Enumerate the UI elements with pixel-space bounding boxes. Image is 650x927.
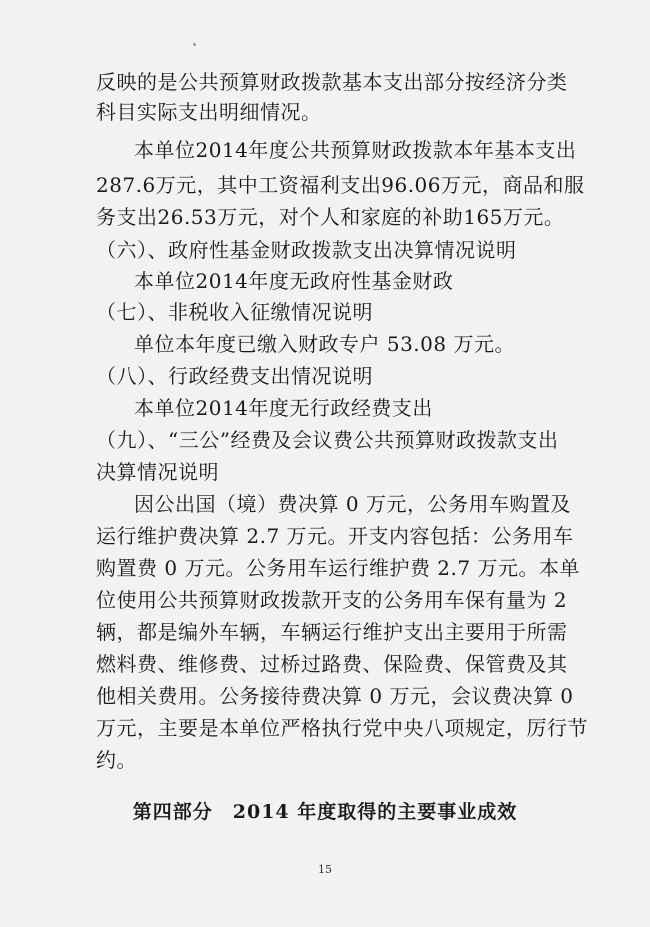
- text-line: 务支出26.53万元，对个人和家庭的补助165万元。: [96, 205, 565, 229]
- text-line: 约。: [96, 748, 137, 772]
- text-line: 他相关费用。公务接待费决算 0 万元，会议费决算 0: [96, 684, 574, 708]
- text-line: 因公出国（境）费决算 0 万元，公务用车购置及: [134, 492, 571, 516]
- section-subheading: （九）、“三公”经费及会议费公共预算财政拨款支出: [96, 428, 559, 452]
- text-line: 运行维护费决算 2.7 万元。开支内容包括：公务用车: [96, 524, 574, 548]
- text-line: 单位本年度已缴入财政专户 53.08 万元。: [134, 332, 515, 356]
- section-subheading: （七）、非税收入征缴情况说明: [96, 300, 373, 324]
- section-subheading: 决算情况说明: [96, 460, 219, 484]
- text-line: 本单位2014年度无政府性基金财政: [134, 269, 454, 293]
- text-line: 287.6万元，其中工资福利支出96.06万元，商品和服: [96, 173, 585, 197]
- text-line: 万元，主要是本单位严格执行党中央八项规定，厉行节: [96, 716, 588, 740]
- page-number: 15: [318, 863, 332, 876]
- scan-speck: [193, 43, 196, 46]
- section-heading: 第四部分 2014 年度取得的主要事业成效: [132, 801, 518, 823]
- text-line: 位使用公共预算财政拨款开支的公务用车保有量为 2: [96, 588, 568, 612]
- text-line: 本单位2014年度无行政经费支出: [134, 396, 433, 420]
- text-line: 燃料费、维修费、过桥过路费、保险费、保管费及其: [96, 652, 568, 676]
- text-line: 反映的是公共预算财政拨款基本支出部分按经济分类: [96, 70, 568, 94]
- section-subheading: （八）、行政经费支出情况说明: [96, 364, 373, 388]
- text-line: 购置费 0 万元。公务用车运行维护费 2.7 万元。本单: [96, 556, 580, 580]
- section-subheading: （六）、政府性基金财政拨款支出决算情况说明: [96, 238, 517, 262]
- text-line: 科目实际支出明细情况。: [96, 100, 322, 124]
- text-line: 本单位2014年度公共预算财政拨款本年基本支出: [134, 138, 577, 162]
- text-line: 辆，都是编外车辆，车辆运行维护支出主要用于所需: [96, 620, 568, 644]
